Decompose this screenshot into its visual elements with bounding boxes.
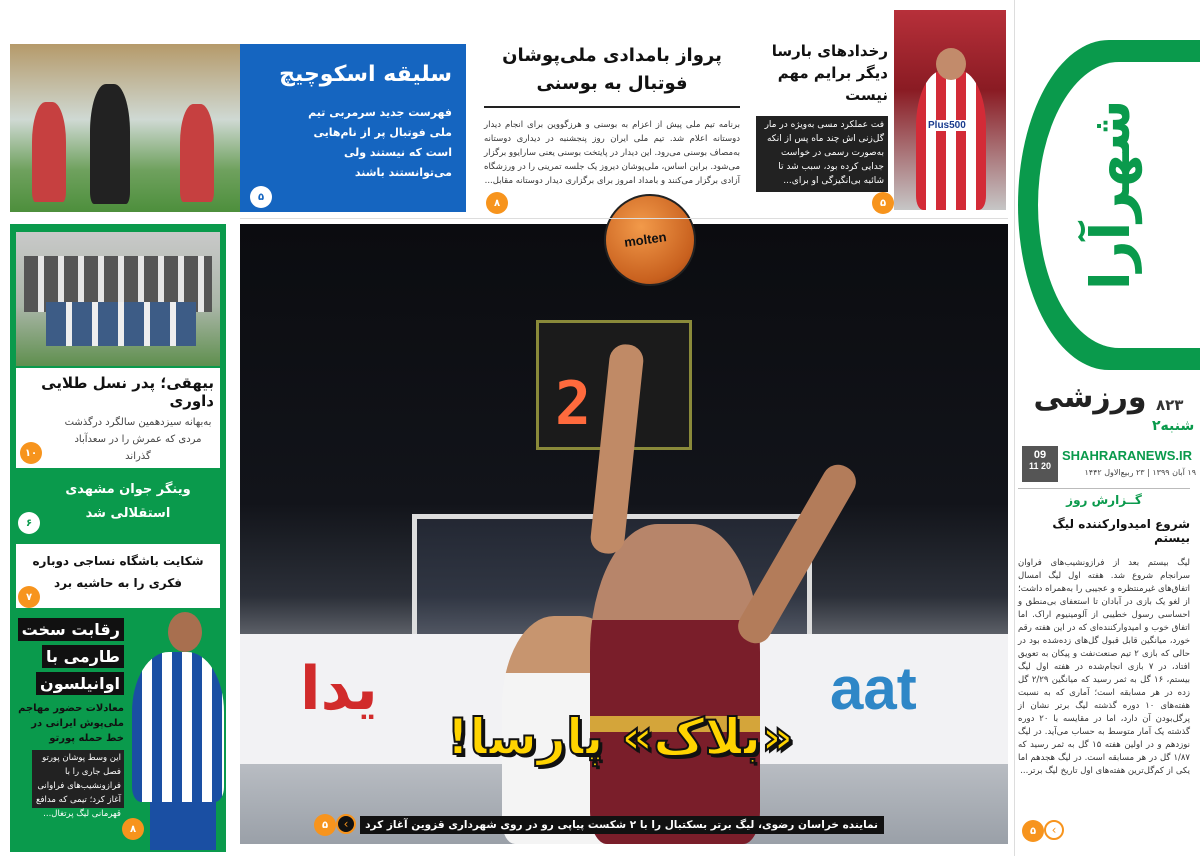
report-page-badge: ۵ — [1022, 820, 1044, 842]
nasaji-page-badge: ۷ — [18, 586, 40, 608]
player-head — [936, 48, 966, 80]
bosnia-title[interactable]: پرواز بامدادی ملی‌پوشان فوتبال به بوسنی — [484, 42, 740, 108]
masthead — [1016, 0, 1200, 500]
taremi-photo — [116, 612, 226, 850]
vinger-title[interactable]: وینگر جوان مشهدی استقلالی شد — [65, 482, 191, 521]
main-arrow-icon: ‹ — [336, 814, 356, 834]
ad-text-right: aat — [830, 655, 917, 722]
report-arrow-icon: ‹ — [1044, 820, 1064, 840]
shot-clock-digit: 2 — [555, 369, 592, 439]
date-line: ۱۹ آبان ۱۳۹۹ | ۲۳ ربیع‌الاول ۱۴۴۲ — [1084, 468, 1196, 477]
vinger-page-badge: ۶ — [18, 512, 40, 534]
nasaji-box — [16, 544, 220, 608]
taremi-title-2[interactable]: طارمی با — [42, 645, 124, 668]
taremi-title-3[interactable]: اوانیلسون — [36, 672, 124, 695]
report-kicker: گــزارش روز — [1018, 488, 1190, 507]
barca-title[interactable]: رخدادهای بارسا دیگر برایم مهم نیست — [771, 42, 888, 104]
weekday: ۲شنبه — [1152, 418, 1195, 434]
group-row-front — [46, 302, 196, 346]
sport-logo: ورزشی — [1033, 380, 1147, 415]
suarez-photo — [894, 10, 1006, 210]
player-figure — [916, 70, 986, 210]
daily-report — [1018, 488, 1190, 848]
barca-story — [756, 40, 888, 192]
date-num-b: 11 20 — [1028, 461, 1052, 471]
vinger-story — [46, 478, 210, 526]
taremi-title-1[interactable]: رقابت سخت — [18, 618, 124, 641]
barca-body: فت عملکرد مسی به‌ویژه در مار گل‌زنی اش چند ماه پس از انکه به‌صورت رسمی در خواست جدایی کرده بود، سبب شد تا شائبه بی‌انگیزگی او برای... — [756, 116, 888, 192]
main-page-badge: ۵ — [314, 814, 336, 836]
ad-text-left: یدا — [300, 654, 378, 724]
taremi-shorts — [150, 802, 216, 850]
beyhaghi-body: به‌بهانه سیزدهمین سالگرد درگذشت مردی که عمرش را در سعدآباد گذراند — [64, 417, 212, 462]
taremi-shirt — [132, 652, 224, 802]
skocic-page-badge: ۵ — [250, 186, 272, 208]
bosnia-page-badge: ۸ — [486, 192, 508, 214]
taremi-head — [168, 612, 202, 652]
player-red — [590, 524, 760, 844]
basketball — [604, 194, 696, 286]
main-headline[interactable]: «بلاک» پارسا! — [446, 708, 794, 766]
website: SHAHRARANEWS.IR — [1062, 448, 1192, 463]
date-box — [1022, 446, 1058, 482]
ball-brand: molten — [623, 229, 668, 250]
taremi-story — [14, 618, 124, 819]
main-caption: نماینده خراسان رضوی، لیگ برتر بسکتبال را با ۲ شکست پیاپی رو در روی شهرداری قزوین آغاز کرد — [360, 816, 884, 834]
taremi-body: این وسط پوشان پورتو فصل جاری را با فرازونشیب‌های فراوانی آغاز کرد؛ تیمی که مدافع قهرمانی لیگ پرتغال... — [32, 750, 124, 808]
coach-figure — [90, 84, 130, 204]
staff-figure-2 — [180, 104, 214, 202]
taremi-sub: معادلات حضور مهاجم ملی‌پوش ایرانی در خط حمله پورتو — [18, 703, 124, 744]
issue-number: ۸۲۳ — [1156, 396, 1184, 414]
bosnia-body: برنامه تیم ملی پیش از اعزام به بوسنی و هرزگووین برای انجام دیدار دوستانه اعلام شد. تیم ملی ایران روز پنجشنبه در دیداری دوستانه به‌مصاف بوسنی می‌رود. این دیدار در پایتخت بوسنی یعنی سارایوو برگزار می‌شود. براین اساس، ملی‌پوشان دیروز یک جلسه تمرینی را در ورزشگاه آزادی برگزار می‌کنند و بامداد امروز برای برگزاری دیدار دوستانه مقابل... — [483, 120, 740, 186]
beyhaghi-box — [16, 368, 220, 468]
barca-page-badge: ۵ — [872, 192, 894, 214]
report-title[interactable]: شروع امیدوارکننده لیگ بیستم — [1052, 517, 1190, 545]
shirt-sponsor: Plus500 — [928, 120, 966, 131]
beyhaghi-page-badge: ۱۰ — [20, 442, 42, 464]
top-divider — [240, 218, 1008, 219]
staff-figure-1 — [32, 102, 66, 202]
report-body: لیگ بیستم بعد از فرازونشیب‌های فراوان سرانجام شروع شد. هفته اول لیگ امسال اتفاق‌های غیرمنتظره و عجیبی را به‌همراه داشت؛ از لغو یک بازی در آبادان تا استعفای بی‌منطق و احساسی رسول خطیبی از آلومینیوم اراک. اما اتفاق خوب و امیدوارکننده‌ای که در این هفته رقم خورد، میانگین قابل قبول گل‌های زده‌شده بود در حالی که بازی ۲ تیم صنعت‌نفت و پیکان به تعویق افتاد، در ۷ بازی انجام‌شده در هفته اول لیگ بیستم، ۱۶ گل به ثمر رسید که میانگین ۲/۲۹ گل زده در هر مسابقه است؛ آماری که به نسبت هفته‌های ۱۰ دوره گذشته لیگ برتر نشان از پرگل‌بودن آن دارد، اما در مقایسه با ۲۰ دوره گذشته یک آمار متوسط به حساب می‌آید. در لیگ نوزدهم و در اولین هفته ۱۵ گل به ثمر رسید که ۱/۸۷ گل در هر مسابقه است. در لیگ هجدهم اما یکی از کم‌گل‌ترین هفته‌های اول تاریخ لیگ برتر... — [1018, 558, 1191, 776]
skocic-title[interactable]: سلیقه اسکوچیچ — [279, 62, 452, 87]
nasaji-title[interactable]: شکایت باشگاه نساجی دوباره فکری را به حاشیه برد — [32, 554, 204, 590]
date-num-a: 09 — [1033, 449, 1047, 461]
main-photo — [240, 224, 1008, 844]
bosnia-story — [484, 42, 740, 190]
training-photo — [10, 44, 240, 212]
referees-photo — [16, 232, 220, 366]
right-divider — [1014, 0, 1015, 856]
taremi-page-badge: ۸ — [122, 818, 144, 840]
masthead-logo: شهرآرا — [1079, 99, 1142, 290]
skocic-box — [240, 44, 466, 212]
beyhaghi-title[interactable]: بیهقی؛ پدر نسل طلایی داوری — [41, 374, 214, 410]
skocic-body: فهرست جدید سرمربی تیم ملی فوتبال پر از نام‌هایی است که نیستند ولی می‌توانستند باشند — [308, 106, 452, 179]
